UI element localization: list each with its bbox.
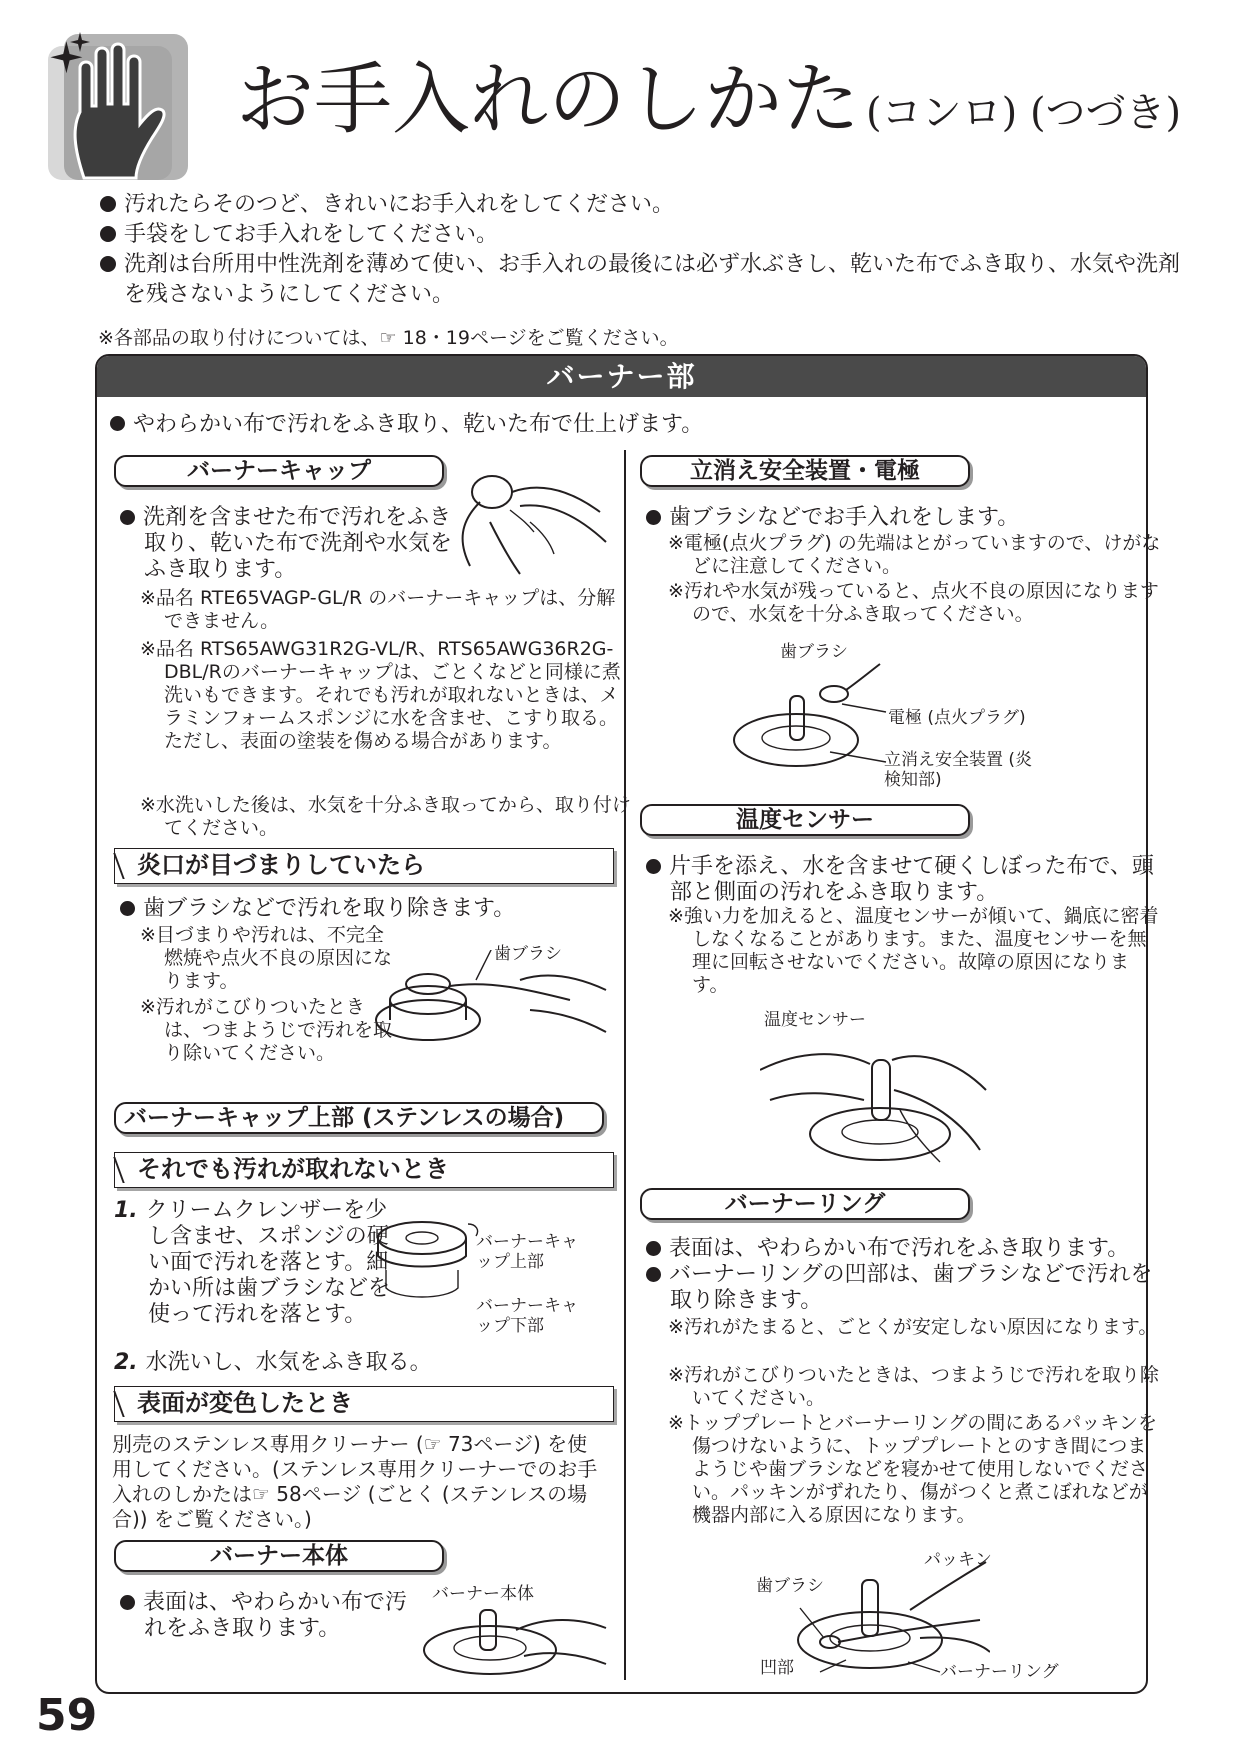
- intro-item: 洗剤は台所用中性洗剤を薄めて使い、お手入れの最後には必ず水ぶきし、乾いた布でふき取り、水気や洗剤を残さないようにしてください。: [100, 250, 1194, 310]
- label-recess: 凹部: [760, 1658, 794, 1678]
- label-brush: 歯ブラシ: [780, 642, 848, 662]
- burner-body-bullet: 表面は、やわらかい布で汚れをふき取ります。: [120, 1590, 424, 1642]
- clogged-note: ※汚れがこびりついたときは、つまようじで汚れを取り除いてください。: [140, 996, 393, 1064]
- section-lead: やわらかい布で汚れをふき取り、乾いた布で仕上げます。: [110, 412, 703, 438]
- safety-note: ※電極(点火プラグ) の先端はとがっていますので、けがなどに注意してください。: [668, 532, 1161, 577]
- burner-ring-bullet: バーナーリングの凹部は、歯ブラシなどで汚れを取り除きます。: [646, 1262, 1160, 1314]
- cap-top-subheading: それでも汚れが取れないとき: [114, 1152, 614, 1188]
- intro-item: 汚れたらそのつど、きれいにお手入れをしてください。: [100, 190, 1194, 220]
- safety-heading: 立消え安全装置・電極: [640, 455, 970, 487]
- safety-device-illustration: [730, 660, 890, 780]
- cap-top-step: 1. クリームクレンザーを少し含ませ、スポンジの硬い面で汚れを落とす。細かい所は歯ブラシなどを使って汚れを落とす。: [114, 1198, 391, 1327]
- label-burner-ring: バーナーリング: [940, 1662, 1059, 1682]
- safety-note: ※汚れや水気が残っていると、点火不良の原因になりますので、水気を十分ふき取ってください。: [668, 580, 1159, 625]
- burner-cap-note: ※水洗いした後は、水気を十分ふき取ってから、取り付けてください。: [140, 794, 631, 839]
- cap-top-step: 2. 水洗いし、水気をふき取る。: [114, 1350, 432, 1375]
- page-title-suffix: (コンロ) (つづき): [866, 90, 1182, 136]
- burner-cap-note: ※品名 RTE65VAGP-GL/R のバーナーキャップは、分解できません。: [140, 587, 616, 632]
- burner-ring-note: ※汚れがたまると、ごとくが安定しない原因になります。: [668, 1316, 1158, 1338]
- label-temp-sensor: 温度センサー: [764, 1010, 866, 1030]
- burner-cap-bullet: 洗剤を含ませた布で汚れをふき取り、乾いた布で洗剤や水気をふき取ります。: [120, 505, 464, 583]
- temp-sensor-illustration: [760, 1030, 990, 1170]
- label-safety-sensor: 立消え安全装置 (炎検知部): [884, 750, 1033, 790]
- burner-cap-note: ※品名 RTS65AWG31R2G-VL/R、RTS65AWG36R2G-DBL/Rのバーナーキャップは、ごとくなどと同様に煮洗いもできます。それでも汚れが取れないときは、メラミンフォームスポンジに水を含ませ、こすり取る。ただし、表面の塗装を傷める場合があります。: [140, 638, 621, 752]
- temp-sensor-heading: 温度センサー: [640, 804, 970, 836]
- burner-body-illustration: [420, 1600, 610, 1680]
- hand-sparkle-icon: [44, 28, 190, 182]
- discolor-text: 別売のステンレス専用クリーナー (☞ 73ページ) を使用してください。(ステンレス専用クリーナーでのお手入れのしかたは☞ 58ページ (ごとく (ステンレスの場合)) をご覧ください。): [112, 1432, 598, 1531]
- cloth-wiping-illustration: [450, 462, 610, 580]
- brush-clogged-illustration: [370, 950, 610, 1060]
- intro-item: 手袋をしてお手入れをしてください。: [100, 220, 1194, 250]
- label-electrode: 電極 (点火プラグ): [888, 708, 1026, 728]
- burner-cap-heading: バーナーキャップ: [114, 455, 444, 487]
- discolor-heading: 表面が変色したとき: [114, 1386, 614, 1422]
- temp-sensor-note: ※強い力を加えると、温度センサーが傾いて、鍋底に密着しなくなることがあります。また、温度センサーを無理に回転させないでください。故障の原因になります。: [668, 905, 1159, 996]
- label-burner-body: バーナー本体: [432, 1584, 534, 1604]
- label-cap-top: バーナーキャップ上部: [476, 1232, 578, 1272]
- label-packing: パッキン: [924, 1550, 992, 1570]
- burner-ring-illustration: [790, 1560, 990, 1680]
- safety-bullet: 歯ブラシなどでお手入れをします。: [646, 505, 1150, 531]
- burner-ring-note: ※トッププレートとバーナーリングの間にあるパッキンを傷つけないように、トッププレートとのすき間につまようじや歯ブラシなどを寝かせて使用しないでください。パッキンがずれたり、傷がつくと煮こぼれなどが機器内部に入る原因になります。: [668, 1412, 1158, 1526]
- label-cap-bottom: バーナーキャップ下部: [476, 1296, 578, 1336]
- column-divider: [624, 450, 626, 1680]
- label-brush: 歯ブラシ: [494, 944, 562, 964]
- page-number: 59: [36, 1690, 98, 1741]
- cap-top-heading: バーナーキャップ上部 (ステンレスの場合): [114, 1102, 604, 1134]
- clogged-note: ※目づまりや汚れは、不完全燃焼や点火不良の原因になります。: [140, 924, 393, 992]
- burner-body-heading: バーナー本体: [114, 1540, 444, 1572]
- temp-sensor-bullet: 片手を添え、水を含ませて硬くしぼった布で、頭部と側面の汚れをふき取ります。: [646, 854, 1160, 906]
- cap-parts-illustration: [372, 1210, 482, 1330]
- reference-note: ※各部品の取り付けについては、☞ 18・19ページをご覧ください。: [98, 327, 679, 349]
- label-brush: 歯ブラシ: [756, 1576, 824, 1596]
- page-title: お手入れのしかた (コンロ) (つづき): [236, 55, 1182, 145]
- clogged-heading: 炎口が目づまりしていたら: [114, 848, 614, 884]
- clogged-bullet: 歯ブラシなどで汚れを取り除きます。: [120, 896, 624, 922]
- section-title: バーナー部: [97, 356, 1146, 397]
- burner-ring-bullet: 表面は、やわらかい布で汚れをふき取ります。: [646, 1236, 1160, 1262]
- burner-ring-note: ※汚れがこびりついたときは、つまようじで汚れを取り除いてください。: [668, 1364, 1159, 1409]
- burner-ring-heading: バーナーリング: [640, 1188, 970, 1220]
